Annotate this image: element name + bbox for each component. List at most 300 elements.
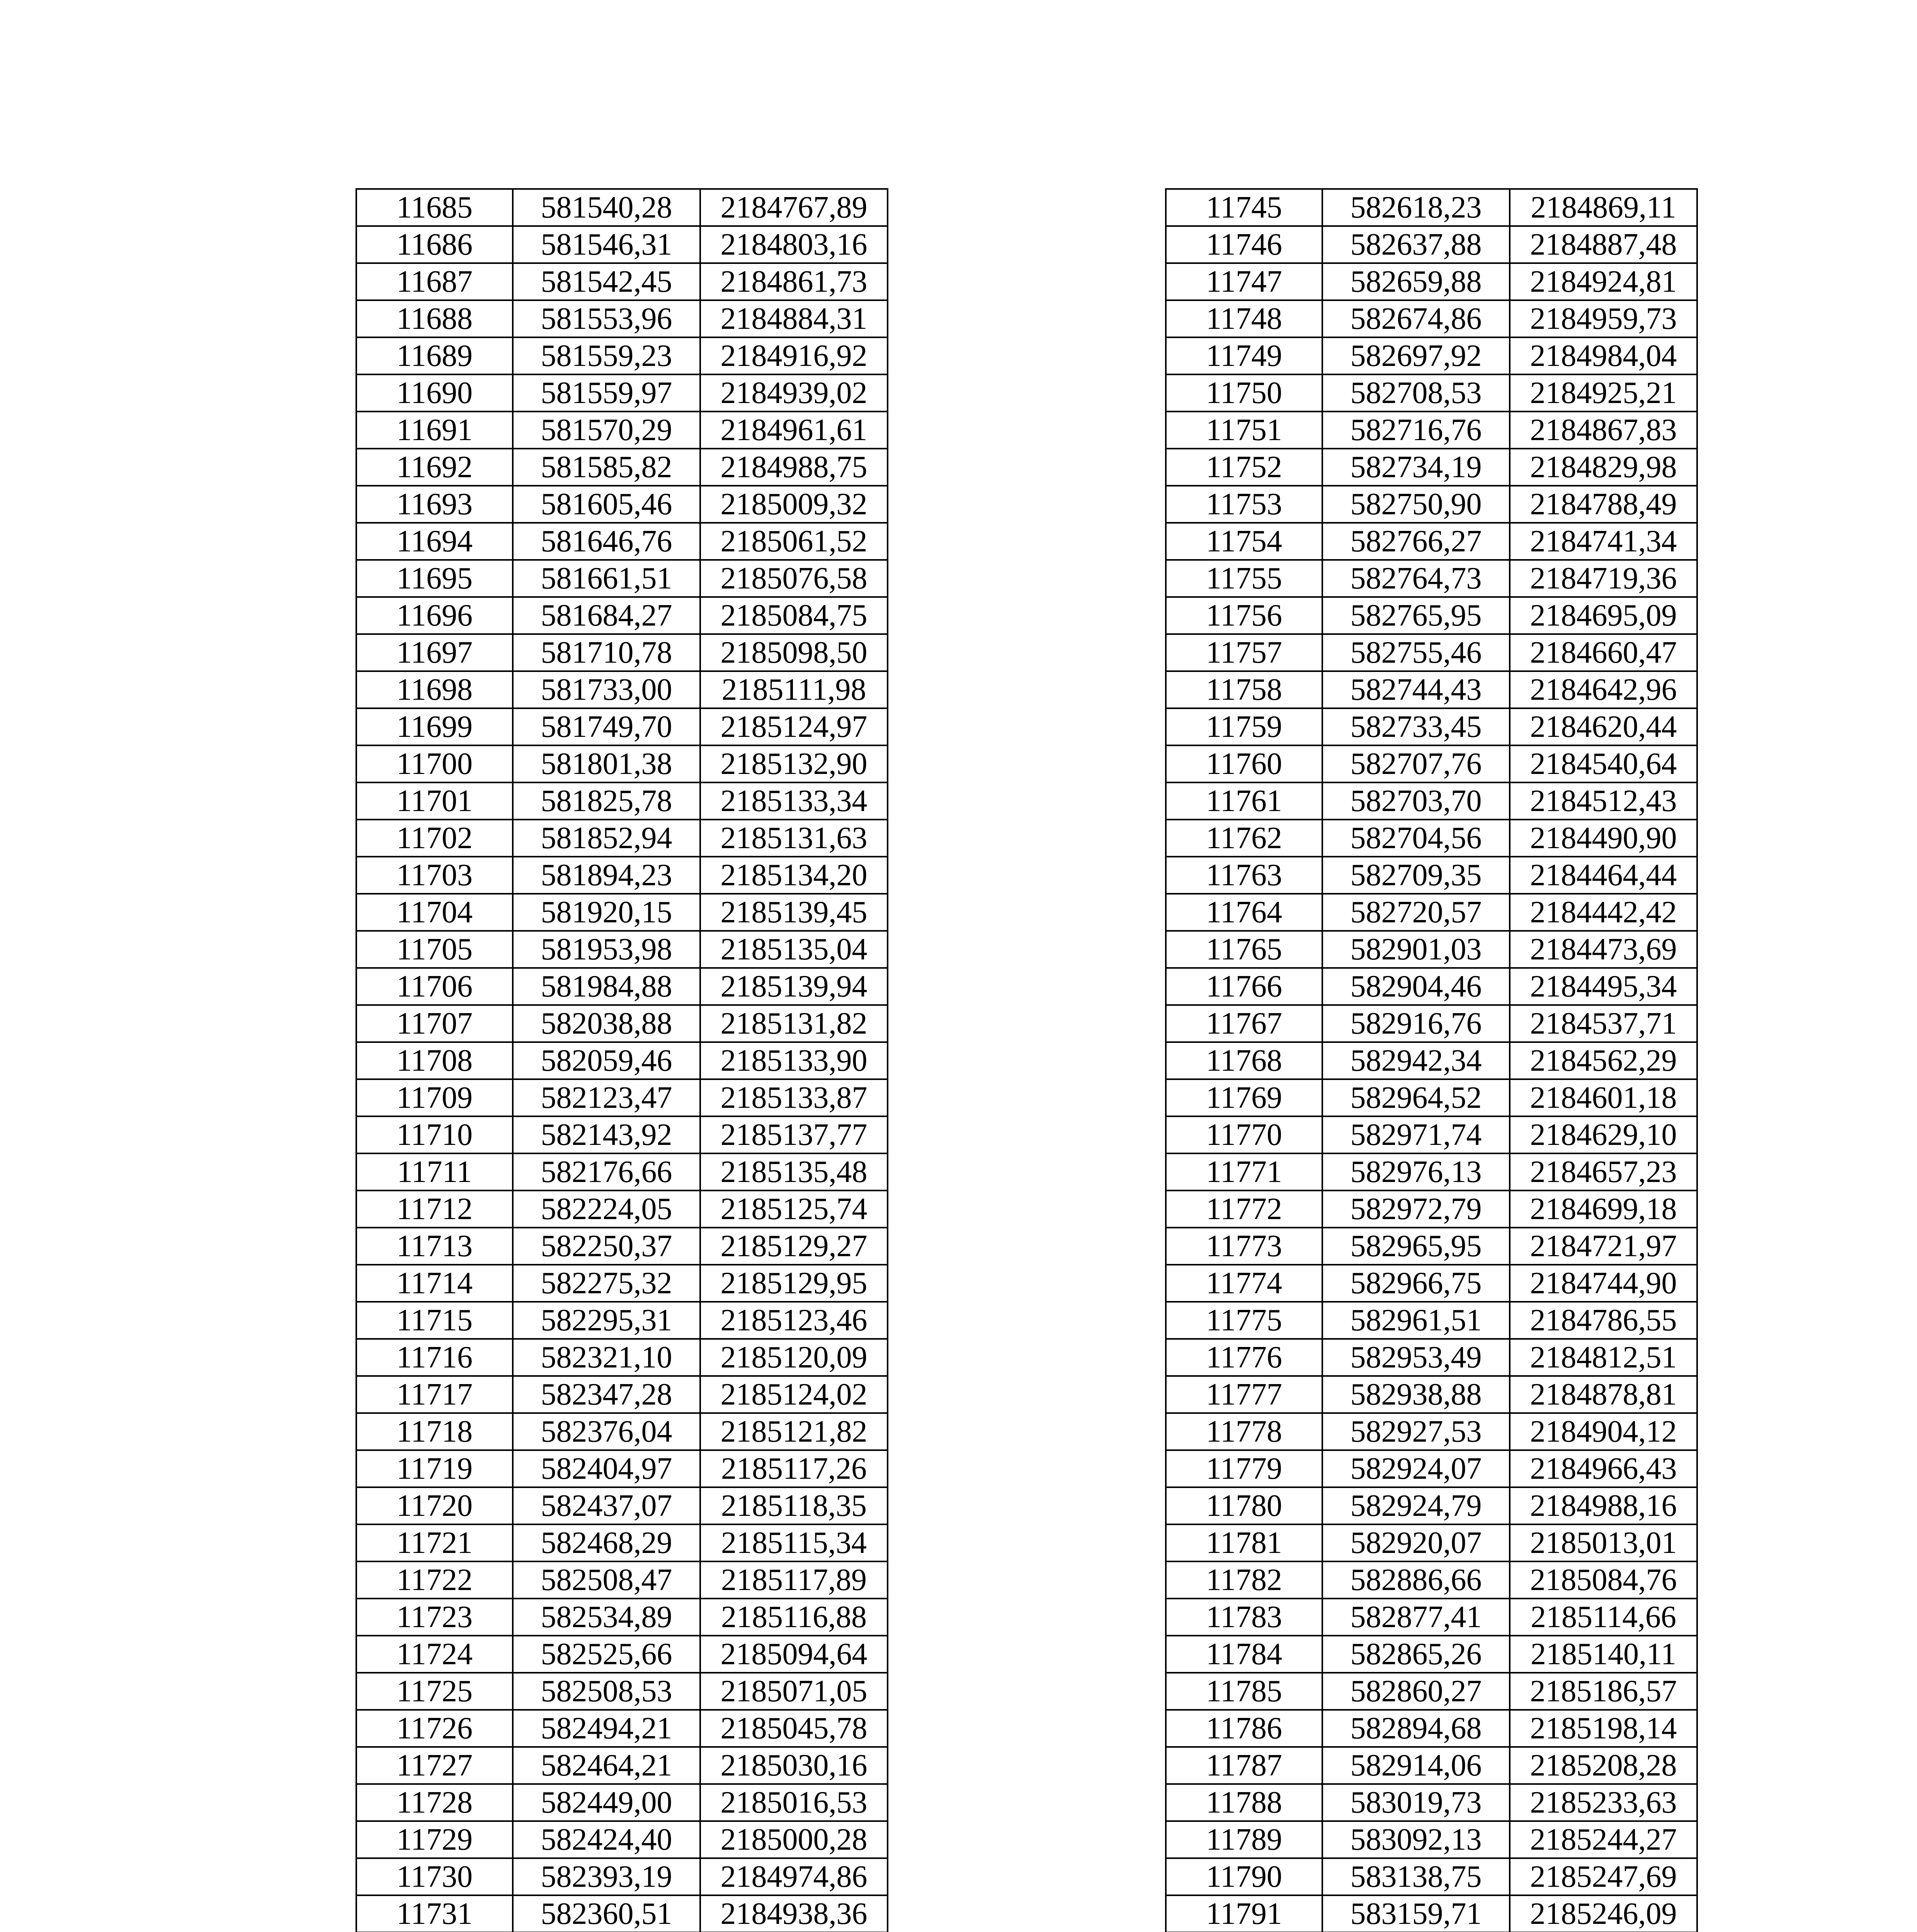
- point-number-cell: 11746: [1166, 226, 1322, 263]
- point-number-cell: 11714: [356, 1265, 513, 1302]
- y-coordinate-cell: 2184925,21: [1510, 374, 1697, 412]
- point-number-cell: 11779: [1166, 1450, 1322, 1487]
- point-number-cell: 11716: [356, 1339, 513, 1376]
- point-number-cell: 11774: [1166, 1265, 1322, 1302]
- point-number-cell: 11781: [1166, 1524, 1322, 1561]
- point-number-cell: 11790: [1166, 1858, 1322, 1895]
- table-row: [356, 1858, 888, 1895]
- y-coordinate-cell: 2185076,58: [700, 560, 888, 597]
- point-number-cell: 11756: [1166, 597, 1322, 634]
- x-coordinate-cell: 582637,88: [1322, 226, 1510, 263]
- x-coordinate-cell: 582860,27: [1322, 1673, 1510, 1710]
- y-coordinate-cell: 2185098,50: [700, 634, 888, 671]
- table-row: [356, 374, 888, 412]
- x-coordinate-cell: 582865,26: [1322, 1636, 1510, 1673]
- x-coordinate-cell: 581553,96: [513, 300, 700, 337]
- x-coordinate-cell: 581605,46: [513, 486, 700, 523]
- table-row: [356, 782, 888, 820]
- x-coordinate-cell: 582704,56: [1322, 820, 1510, 857]
- y-coordinate-cell: 2185139,45: [700, 894, 888, 931]
- y-coordinate-cell: 2184988,16: [1510, 1487, 1697, 1524]
- x-coordinate-cell: 583159,71: [1322, 1895, 1510, 1932]
- x-coordinate-cell: 582674,86: [1322, 300, 1510, 337]
- y-coordinate-cell: 2184961,61: [700, 412, 888, 449]
- table-row: [356, 226, 888, 263]
- x-coordinate-cell: 582733,45: [1322, 708, 1510, 745]
- point-number-cell: 11704: [356, 894, 513, 931]
- point-number-cell: 11718: [356, 1413, 513, 1450]
- y-coordinate-cell: 2185140,11: [1510, 1636, 1697, 1673]
- y-coordinate-cell: 2184938,36: [700, 1895, 888, 1932]
- point-number-cell: 11711: [356, 1153, 513, 1190]
- point-number-cell: 11695: [356, 560, 513, 597]
- table-row: [356, 597, 888, 634]
- table-row: [356, 1339, 888, 1376]
- point-number-cell: 11686: [356, 226, 513, 263]
- x-coordinate-cell: 582916,76: [1322, 1005, 1510, 1042]
- y-coordinate-cell: 2185198,14: [1510, 1710, 1697, 1747]
- table-row: [356, 1636, 888, 1673]
- table-row: [1166, 1228, 1697, 1265]
- x-coordinate-cell: 582877,41: [1322, 1599, 1510, 1636]
- point-number-cell: 11702: [356, 820, 513, 857]
- x-coordinate-cell: 582953,49: [1322, 1339, 1510, 1376]
- point-number-cell: 11705: [356, 931, 513, 968]
- table-row: [356, 1228, 888, 1265]
- y-coordinate-cell: 2185132,90: [700, 745, 888, 782]
- table-row: [1166, 1376, 1697, 1413]
- point-number-cell: 11787: [1166, 1747, 1322, 1784]
- y-coordinate-cell: 2185125,74: [700, 1190, 888, 1228]
- table-row: [1166, 226, 1697, 263]
- point-number-cell: 11722: [356, 1561, 513, 1599]
- point-number-cell: 11764: [1166, 894, 1322, 931]
- table-row: [356, 1153, 888, 1190]
- point-number-cell: 11696: [356, 597, 513, 634]
- point-number-cell: 11748: [1166, 300, 1322, 337]
- table-row: [356, 1747, 888, 1784]
- table-row: [1166, 337, 1697, 374]
- y-coordinate-cell: 2185129,95: [700, 1265, 888, 1302]
- table-row: [1166, 1302, 1697, 1339]
- point-number-cell: 11763: [1166, 857, 1322, 894]
- point-number-cell: 11775: [1166, 1302, 1322, 1339]
- table-row: [356, 1190, 888, 1228]
- x-coordinate-cell: 581570,29: [513, 412, 700, 449]
- x-coordinate-cell: 582449,00: [513, 1784, 700, 1821]
- x-coordinate-cell: 582250,37: [513, 1228, 700, 1265]
- table-row: [1166, 374, 1697, 412]
- table-row: [356, 931, 888, 968]
- table-row: [1166, 1116, 1697, 1153]
- y-coordinate-cell: 2185013,01: [1510, 1524, 1697, 1561]
- x-coordinate-cell: 582764,73: [1322, 560, 1510, 597]
- y-coordinate-cell: 2185233,63: [1510, 1784, 1697, 1821]
- x-coordinate-cell: 582464,21: [513, 1747, 700, 1784]
- x-coordinate-cell: 581825,78: [513, 782, 700, 820]
- y-coordinate-cell: 2185131,82: [700, 1005, 888, 1042]
- table-row: [356, 1302, 888, 1339]
- table-row: [1166, 1858, 1697, 1895]
- table-row: [1166, 1079, 1697, 1116]
- y-coordinate-cell: 2184699,18: [1510, 1190, 1697, 1228]
- x-coordinate-cell: 582920,07: [1322, 1524, 1510, 1561]
- table-row: [1166, 486, 1697, 523]
- point-number-cell: 11758: [1166, 671, 1322, 708]
- point-number-cell: 11720: [356, 1487, 513, 1524]
- y-coordinate-cell: 2184786,55: [1510, 1302, 1697, 1339]
- table-row: [356, 820, 888, 857]
- y-coordinate-cell: 2185111,98: [700, 671, 888, 708]
- x-coordinate-cell: 581710,78: [513, 634, 700, 671]
- point-number-cell: 11706: [356, 968, 513, 1005]
- x-coordinate-cell: 582360,51: [513, 1895, 700, 1932]
- x-coordinate-cell: 581894,23: [513, 857, 700, 894]
- table-row: [1166, 820, 1697, 857]
- x-coordinate-cell: 582494,21: [513, 1710, 700, 1747]
- table-row: [356, 523, 888, 560]
- x-coordinate-cell: 582508,53: [513, 1673, 700, 1710]
- x-coordinate-cell: 581852,94: [513, 820, 700, 857]
- point-number-cell: 11767: [1166, 1005, 1322, 1042]
- y-coordinate-cell: 2185009,32: [700, 486, 888, 523]
- y-coordinate-cell: 2184869,11: [1510, 189, 1697, 226]
- y-coordinate-cell: 2184767,89: [700, 189, 888, 226]
- x-coordinate-cell: 581542,45: [513, 263, 700, 300]
- table-row: [1166, 782, 1697, 820]
- x-coordinate-cell: 582393,19: [513, 1858, 700, 1895]
- y-coordinate-cell: 2185129,27: [700, 1228, 888, 1265]
- x-coordinate-cell: 582904,46: [1322, 968, 1510, 1005]
- x-coordinate-cell: 582525,66: [513, 1636, 700, 1673]
- x-coordinate-cell: 582894,68: [1322, 1710, 1510, 1747]
- point-number-cell: 11765: [1166, 931, 1322, 968]
- y-coordinate-cell: 2185247,69: [1510, 1858, 1697, 1895]
- point-number-cell: 11708: [356, 1042, 513, 1079]
- table-row: [1166, 1784, 1697, 1821]
- x-coordinate-cell: 581920,15: [513, 894, 700, 931]
- y-coordinate-cell: 2184829,98: [1510, 449, 1697, 486]
- point-number-cell: 11700: [356, 745, 513, 782]
- x-coordinate-cell: 582972,79: [1322, 1190, 1510, 1228]
- table-row: [356, 300, 888, 337]
- y-coordinate-cell: 2184512,43: [1510, 782, 1697, 820]
- x-coordinate-cell: 582534,89: [513, 1599, 700, 1636]
- point-number-cell: 11726: [356, 1710, 513, 1747]
- x-coordinate-cell: 582347,28: [513, 1376, 700, 1413]
- table-row: [356, 1599, 888, 1636]
- y-coordinate-cell: 2185208,28: [1510, 1747, 1697, 1784]
- point-number-cell: 11731: [356, 1895, 513, 1932]
- y-coordinate-cell: 2184744,90: [1510, 1265, 1697, 1302]
- y-coordinate-cell: 2184884,31: [700, 300, 888, 337]
- table-row: [356, 1524, 888, 1561]
- table-row: [356, 1673, 888, 1710]
- table-row: [1166, 300, 1697, 337]
- y-coordinate-cell: 2184959,73: [1510, 300, 1697, 337]
- y-coordinate-cell: 2185030,16: [700, 1747, 888, 1784]
- y-coordinate-cell: 2185134,20: [700, 857, 888, 894]
- point-number-cell: 11754: [1166, 523, 1322, 560]
- table-row: [1166, 1895, 1697, 1932]
- y-coordinate-cell: 2184974,86: [700, 1858, 888, 1895]
- table-row: [1166, 1413, 1697, 1450]
- y-coordinate-cell: 2184741,34: [1510, 523, 1697, 560]
- x-coordinate-cell: 583092,13: [1322, 1821, 1510, 1858]
- table-row: [1166, 1450, 1697, 1487]
- y-coordinate-cell: 2185124,97: [700, 708, 888, 745]
- table-row: [1166, 1005, 1697, 1042]
- x-coordinate-cell: 582734,19: [1322, 449, 1510, 486]
- point-number-cell: 11729: [356, 1821, 513, 1858]
- point-number-cell: 11712: [356, 1190, 513, 1228]
- table-row: [356, 857, 888, 894]
- y-coordinate-cell: 2184803,16: [700, 226, 888, 263]
- x-coordinate-cell: 582938,88: [1322, 1376, 1510, 1413]
- y-coordinate-cell: 2185124,02: [700, 1376, 888, 1413]
- point-number-cell: 11747: [1166, 263, 1322, 300]
- point-number-cell: 11697: [356, 634, 513, 671]
- y-coordinate-cell: 2185094,64: [700, 1636, 888, 1673]
- table-row: [356, 449, 888, 486]
- point-number-cell: 11755: [1166, 560, 1322, 597]
- table-row: [356, 1784, 888, 1821]
- y-coordinate-cell: 2184887,48: [1510, 226, 1697, 263]
- table-row: [356, 1116, 888, 1153]
- point-number-cell: 11692: [356, 449, 513, 486]
- point-number-cell: 11707: [356, 1005, 513, 1042]
- table-row: [1166, 671, 1697, 708]
- table-row: [356, 745, 888, 782]
- x-coordinate-cell: 581661,51: [513, 560, 700, 597]
- point-number-cell: 11777: [1166, 1376, 1322, 1413]
- x-coordinate-cell: 582750,90: [1322, 486, 1510, 523]
- table-row: [356, 486, 888, 523]
- point-number-cell: 11689: [356, 337, 513, 374]
- x-coordinate-cell: 581984,88: [513, 968, 700, 1005]
- table-row: [356, 968, 888, 1005]
- y-coordinate-cell: 2185061,52: [700, 523, 888, 560]
- x-coordinate-cell: 581733,00: [513, 671, 700, 708]
- table-row: [356, 1413, 888, 1450]
- table-row: [356, 1042, 888, 1079]
- point-number-cell: 11698: [356, 671, 513, 708]
- table-row: [356, 412, 888, 449]
- x-coordinate-cell: 582224,05: [513, 1190, 700, 1228]
- x-coordinate-cell: 582659,88: [1322, 263, 1510, 300]
- table-row: [1166, 1747, 1697, 1784]
- y-coordinate-cell: 2185117,89: [700, 1561, 888, 1599]
- y-coordinate-cell: 2184721,97: [1510, 1228, 1697, 1265]
- point-number-cell: 11701: [356, 782, 513, 820]
- y-coordinate-cell: 2185118,35: [700, 1487, 888, 1524]
- point-number-cell: 11786: [1166, 1710, 1322, 1747]
- table-row: [1166, 1487, 1697, 1524]
- x-coordinate-cell: 582295,31: [513, 1302, 700, 1339]
- y-coordinate-cell: 2185084,75: [700, 597, 888, 634]
- table-row: [1166, 857, 1697, 894]
- y-coordinate-cell: 2185135,48: [700, 1153, 888, 1190]
- x-coordinate-cell: 582143,92: [513, 1116, 700, 1153]
- x-coordinate-cell: 582618,23: [1322, 189, 1510, 226]
- point-number-cell: 11751: [1166, 412, 1322, 449]
- y-coordinate-cell: 2184924,81: [1510, 263, 1697, 300]
- x-coordinate-cell: 582508,47: [513, 1561, 700, 1599]
- x-coordinate-cell: 582766,27: [1322, 523, 1510, 560]
- x-coordinate-cell: 582924,79: [1322, 1487, 1510, 1524]
- y-coordinate-cell: 2184861,73: [700, 263, 888, 300]
- table-row: [1166, 1636, 1697, 1673]
- point-number-cell: 11768: [1166, 1042, 1322, 1079]
- point-number-cell: 11745: [1166, 189, 1322, 226]
- point-number-cell: 11772: [1166, 1190, 1322, 1228]
- x-coordinate-cell: 582703,70: [1322, 782, 1510, 820]
- y-coordinate-cell: 2184642,96: [1510, 671, 1697, 708]
- x-coordinate-cell: 582376,04: [513, 1413, 700, 1450]
- x-coordinate-cell: 582176,66: [513, 1153, 700, 1190]
- point-number-cell: 11782: [1166, 1561, 1322, 1599]
- x-coordinate-cell: 581801,38: [513, 745, 700, 782]
- point-number-cell: 11709: [356, 1079, 513, 1116]
- table-row: [1166, 597, 1697, 634]
- y-coordinate-cell: 2185084,76: [1510, 1561, 1697, 1599]
- y-coordinate-cell: 2185120,09: [700, 1339, 888, 1376]
- point-number-cell: 11778: [1166, 1413, 1322, 1450]
- y-coordinate-cell: 2185116,88: [700, 1599, 888, 1636]
- y-coordinate-cell: 2184537,71: [1510, 1005, 1697, 1042]
- x-coordinate-cell: 582971,74: [1322, 1116, 1510, 1153]
- table-row: [1166, 931, 1697, 968]
- point-number-cell: 11685: [356, 189, 513, 226]
- x-coordinate-cell: 582755,46: [1322, 634, 1510, 671]
- point-number-cell: 11761: [1166, 782, 1322, 820]
- x-coordinate-cell: 582886,66: [1322, 1561, 1510, 1599]
- point-number-cell: 11694: [356, 523, 513, 560]
- point-number-cell: 11749: [1166, 337, 1322, 374]
- y-coordinate-cell: 2184562,29: [1510, 1042, 1697, 1079]
- point-number-cell: 11750: [1166, 374, 1322, 412]
- table-row: [356, 1895, 888, 1932]
- table-row: [356, 337, 888, 374]
- y-coordinate-cell: 2185137,77: [700, 1116, 888, 1153]
- y-coordinate-cell: 2184878,81: [1510, 1376, 1697, 1413]
- point-number-cell: 11789: [1166, 1821, 1322, 1858]
- x-coordinate-cell: 582468,29: [513, 1524, 700, 1561]
- point-number-cell: 11728: [356, 1784, 513, 1821]
- x-coordinate-cell: 581559,23: [513, 337, 700, 374]
- point-number-cell: 11784: [1166, 1636, 1322, 1673]
- point-number-cell: 11721: [356, 1524, 513, 1561]
- point-number-cell: 11791: [1166, 1895, 1322, 1932]
- table-row: [1166, 1673, 1697, 1710]
- x-coordinate-cell: 583138,75: [1322, 1858, 1510, 1895]
- x-coordinate-cell: 582965,95: [1322, 1228, 1510, 1265]
- point-number-cell: 11690: [356, 374, 513, 412]
- table-row: [356, 894, 888, 931]
- x-coordinate-cell: 582059,46: [513, 1042, 700, 1079]
- y-coordinate-cell: 2184867,83: [1510, 412, 1697, 449]
- point-number-cell: 11771: [1166, 1153, 1322, 1190]
- point-number-cell: 11719: [356, 1450, 513, 1487]
- y-coordinate-cell: 2184442,42: [1510, 894, 1697, 931]
- x-coordinate-cell: 582709,35: [1322, 857, 1510, 894]
- point-number-cell: 11725: [356, 1673, 513, 1710]
- x-coordinate-cell: 582924,07: [1322, 1450, 1510, 1487]
- x-coordinate-cell: 582765,95: [1322, 597, 1510, 634]
- x-coordinate-cell: 581540,28: [513, 189, 700, 226]
- table-row: [356, 1450, 888, 1487]
- y-coordinate-cell: 2185114,66: [1510, 1599, 1697, 1636]
- coordinates-table-right: [1165, 188, 1698, 1932]
- table-row: [1166, 1042, 1697, 1079]
- point-number-cell: 11769: [1166, 1079, 1322, 1116]
- y-coordinate-cell: 2185133,87: [700, 1079, 888, 1116]
- y-coordinate-cell: 2185123,46: [700, 1302, 888, 1339]
- table-row: [356, 189, 888, 226]
- table-row: [1166, 1190, 1697, 1228]
- table-row: [1166, 449, 1697, 486]
- x-coordinate-cell: 582976,13: [1322, 1153, 1510, 1190]
- y-coordinate-cell: 2185000,28: [700, 1821, 888, 1858]
- x-coordinate-cell: 582716,76: [1322, 412, 1510, 449]
- x-coordinate-cell: 582901,03: [1322, 931, 1510, 968]
- point-number-cell: 11688: [356, 300, 513, 337]
- table-row: [356, 1079, 888, 1116]
- point-number-cell: 11773: [1166, 1228, 1322, 1265]
- point-number-cell: 11753: [1166, 486, 1322, 523]
- x-coordinate-cell: 581684,27: [513, 597, 700, 634]
- table-row: [356, 263, 888, 300]
- y-coordinate-cell: 2184939,02: [700, 374, 888, 412]
- point-number-cell: 11703: [356, 857, 513, 894]
- y-coordinate-cell: 2185186,57: [1510, 1673, 1697, 1710]
- x-coordinate-cell: 581953,98: [513, 931, 700, 968]
- x-coordinate-cell: 581546,31: [513, 226, 700, 263]
- y-coordinate-cell: 2185246,09: [1510, 1895, 1697, 1932]
- x-coordinate-cell: 582964,52: [1322, 1079, 1510, 1116]
- x-coordinate-cell: 582123,47: [513, 1079, 700, 1116]
- y-coordinate-cell: 2185133,34: [700, 782, 888, 820]
- x-coordinate-cell: 582961,51: [1322, 1302, 1510, 1339]
- x-coordinate-cell: 581646,76: [513, 523, 700, 560]
- y-coordinate-cell: 2184620,44: [1510, 708, 1697, 745]
- y-coordinate-cell: 2184495,34: [1510, 968, 1697, 1005]
- table-row: [356, 1376, 888, 1413]
- table-row: [356, 1487, 888, 1524]
- point-number-cell: 11776: [1166, 1339, 1322, 1376]
- y-coordinate-cell: 2184788,49: [1510, 486, 1697, 523]
- y-coordinate-cell: 2185135,04: [700, 931, 888, 968]
- y-coordinate-cell: 2185071,05: [700, 1673, 888, 1710]
- point-number-cell: 11759: [1166, 708, 1322, 745]
- y-coordinate-cell: 2185131,63: [700, 820, 888, 857]
- x-coordinate-cell: 582927,53: [1322, 1413, 1510, 1450]
- table-row: [1166, 634, 1697, 671]
- point-number-cell: 11691: [356, 412, 513, 449]
- table-row: [1166, 1599, 1697, 1636]
- point-number-cell: 11766: [1166, 968, 1322, 1005]
- x-coordinate-cell: 582914,06: [1322, 1747, 1510, 1784]
- x-coordinate-cell: 582404,97: [513, 1450, 700, 1487]
- table-row: [356, 1561, 888, 1599]
- x-coordinate-cell: 581585,82: [513, 449, 700, 486]
- table-row: [1166, 894, 1697, 931]
- x-coordinate-cell: 582720,57: [1322, 894, 1510, 931]
- point-number-cell: 11687: [356, 263, 513, 300]
- y-coordinate-cell: 2185121,82: [700, 1413, 888, 1450]
- table-row: [1166, 412, 1697, 449]
- y-coordinate-cell: 2185016,53: [700, 1784, 888, 1821]
